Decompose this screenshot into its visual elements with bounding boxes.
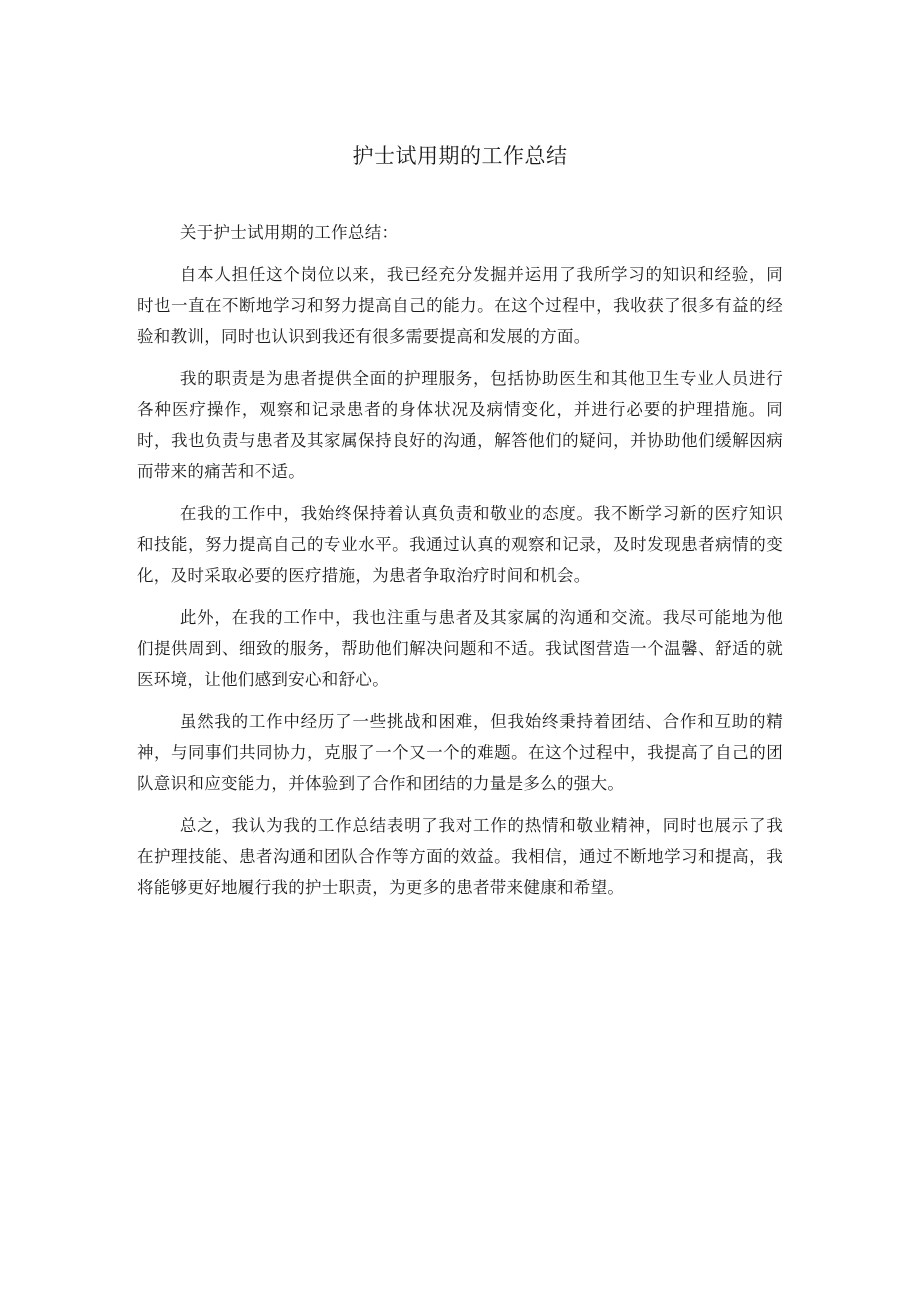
paragraph: 此外，在我的工作中，我也注重与患者及其家属的沟通和交流。我尽可能地为他们提供周到、细致的服务，帮助他们解决问题和不适。我试图营造一个温馨、舒适的就医环境，让他们感到安心和舒心。: [137, 608, 783, 689]
paragraph: 我的职责是为患者提供全面的护理服务，包括协助医生和其他卫生专业人员进行各种医疗操作，观察和记录患者的身体状况及病情变化，并进行必要的护理措施。同时，我也负责与患者及其家属保持良好的沟通，解答他们的疑问，并协助他们缓解因病而带来的痛苦和不适。: [137, 369, 783, 481]
paragraph-intro: 关于护士试用期的工作总结：: [179, 223, 399, 242]
paragraph-conclusion: 总之，我认为我的工作总结表明了我对工作的热情和敬业精神，同时也展示了我在护理技能、患者沟通和团队合作等方面的效益。我相信，通过不断地学习和提高，我将能够更好地履行我的护士职责，为更多的患者带来健康和希望。: [137, 816, 783, 897]
paragraph: 在我的工作中，我始终保持着认真负责和敬业的态度。我不断学习新的医疗知识和技能，努力提高自己的专业水平。我通过认真的观察和记录，及时发现患者病情的变化，及时采取必要的医疗措施，为患者争取治疗时间和机会。: [137, 504, 783, 585]
document-body: [137, 217, 783, 914]
paragraph: 自本人担任这个岗位以来，我已经充分发掘并运用了我所学习的知识和经验，同时也一直在不断地学习和努力提高自己的能力。在这个过程中，我收获了很多有益的经验和教训，同时也认识到我还有很多需要提高和发展的方面。: [137, 265, 783, 346]
document-title: 护士试用期的工作总结: [352, 144, 568, 168]
paragraph: 虽然我的工作中经历了一些挑战和困难，但我始终秉持着团结、合作和互助的精神，与同事们共同协力，克服了一个又一个的难题。在这个过程中，我提高了自己的团队意识和应变能力，并体验到了合作和团结的力量是多么的强大。: [137, 712, 783, 793]
